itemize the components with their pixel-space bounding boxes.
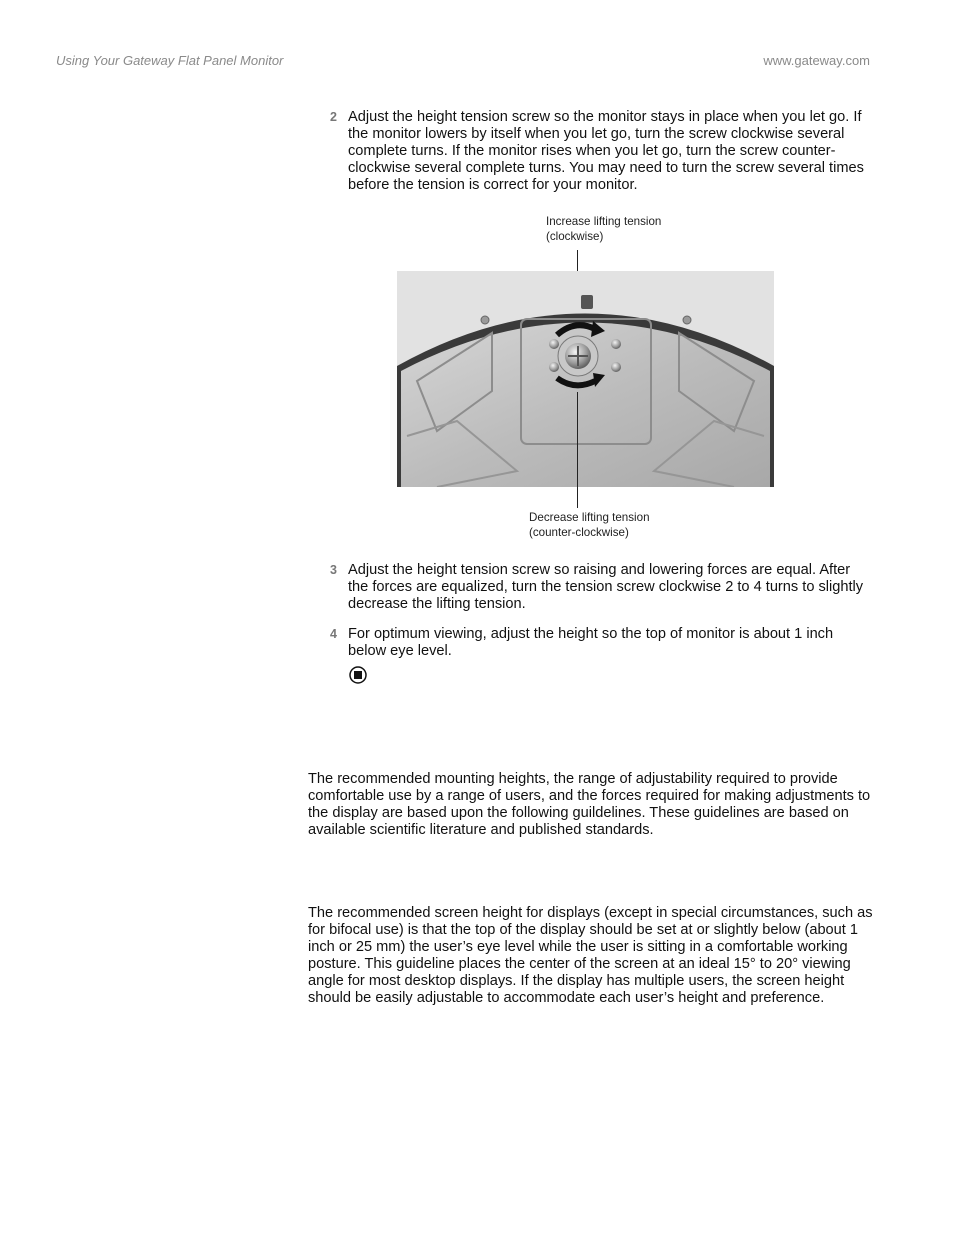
step-number: 3	[330, 563, 337, 577]
end-of-procedure-icon	[349, 666, 367, 684]
step-number: 4	[330, 627, 337, 641]
step-number: 2	[330, 110, 337, 124]
step-text: Adjust the height tension screw so raising and lowering forces are equal. After the forces are equalized, turn the tension screw clockwise 2 to 4 turns to slightly decrease the lifting tension.	[348, 562, 864, 612]
figure-caption-decrease	[529, 510, 650, 540]
step-3	[330, 562, 870, 618]
figure-caption-increase	[546, 214, 661, 244]
paragraph-guidelines: The recommended mounting heights, the range of adjustability required to provide comfortable use by a range of users, and the forces required for making adjustments to the display are based upon the following guildelines. These guidelines are based on available scientific literature and published standards.	[308, 771, 871, 838]
running-header-url[interactable]: www.gateway.com	[763, 53, 870, 68]
running-header-title: Using Your Gateway Flat Panel Monitor	[56, 53, 284, 68]
tension-screw-photo	[397, 271, 774, 487]
caption-line: Decrease lifting tension	[529, 511, 650, 524]
paragraph-screen-height: The recommended screen height for displays (except in special circumstances, such as for bifocal use) is that the top of the display should be set at or slightly below (about 1 inch or 25 mm) the user’s eye level while the user is sitting in a comfortable working posture. This guideline places the center of the screen at an ideal 15° to 20° viewing angle for most desktop displays. If the display has multiple users, the screen height should be easily adjustable to accommodate each user’s height and preference.	[308, 905, 873, 1006]
caption-line: Increase lifting tension	[546, 215, 662, 228]
caption-line: (counter-clockwise)	[529, 526, 629, 539]
step-text: Adjust the height tension screw so the monitor stays in place when you let go. If the monitor lowers by itself when you let go, turn the screw clockwise several complete turns. If the monitor rises when you let go, turn the screw counter-clockwise several complete turns. You may need to turn the screw several times before the tension is correct for your monitor.	[348, 109, 864, 193]
step-2	[330, 109, 870, 199]
step-text: For optimum viewing, adjust the height so the top of monitor is about 1 inch below eye level.	[348, 626, 834, 659]
caption-line: (clockwise)	[546, 230, 604, 243]
leader-line-decrease	[577, 392, 578, 508]
step-4	[330, 626, 870, 664]
